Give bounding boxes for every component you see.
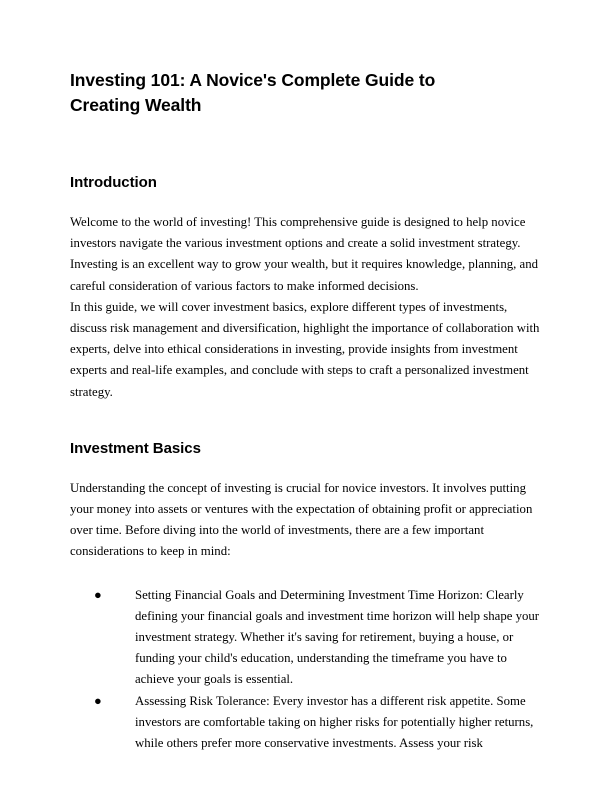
list-item-text: Setting Financial Goals and Determining Investment Time Horizon: Clearly defining your financial goals and investment time horizon will help shape your investment strategy. Whether it's saving for retirement, buying a house, or funding your child's education, understanding the timeframe you have to achieve your goals is essential. — [135, 587, 540, 687]
list-item — [94, 585, 543, 691]
introduction-paragraph-2: In this guide, we will cover investment basics, explore different types of investments, discuss risk management and diversification, highlight the importance of collaboration with experts, delve into ethical considerations in investing, provide insights from investment experts and real-life examples, and conclude with steps to craft a personalized investment strategy. — [70, 299, 540, 399]
section-heading-introduction: Introduction — [70, 174, 157, 191]
document-title: Investing 101: A Novice's Complete Guide to Creating Wealth — [70, 70, 436, 115]
bullet-point-icon: ● — [94, 587, 102, 602]
introduction-paragraph-1: Welcome to the world of investing! This comprehensive guide is designed to help novice investors navigate the various investment options and create a solid investment strategy. Investing is an excellent way to grow your wealth, but it requires knowledge, planning, and careful consideration of various factors to make informed decisions. — [70, 215, 539, 293]
investment-basics-paragraph-1: Understanding the concept of investing is crucial for novice investors. It involves putting your money into assets or ventures with the expectation of obtaining profit or appreciation over time. Before diving into the world of investments, there are a few important considerations to keep in mind: — [70, 480, 533, 559]
section-heading-investment-basics: Investment Basics — [70, 439, 201, 457]
bullet-point-icon: ● — [94, 693, 102, 708]
list-item — [94, 691, 543, 755]
list-item-text: Assessing Risk Tolerance: Every investor has a different risk appetite. Some investors are comfortable taking on higher risks for potentially higher returns, while others prefer more conservative investments. Assess your risk — [135, 693, 534, 751]
investment-basics-bullet-list — [70, 585, 543, 755]
